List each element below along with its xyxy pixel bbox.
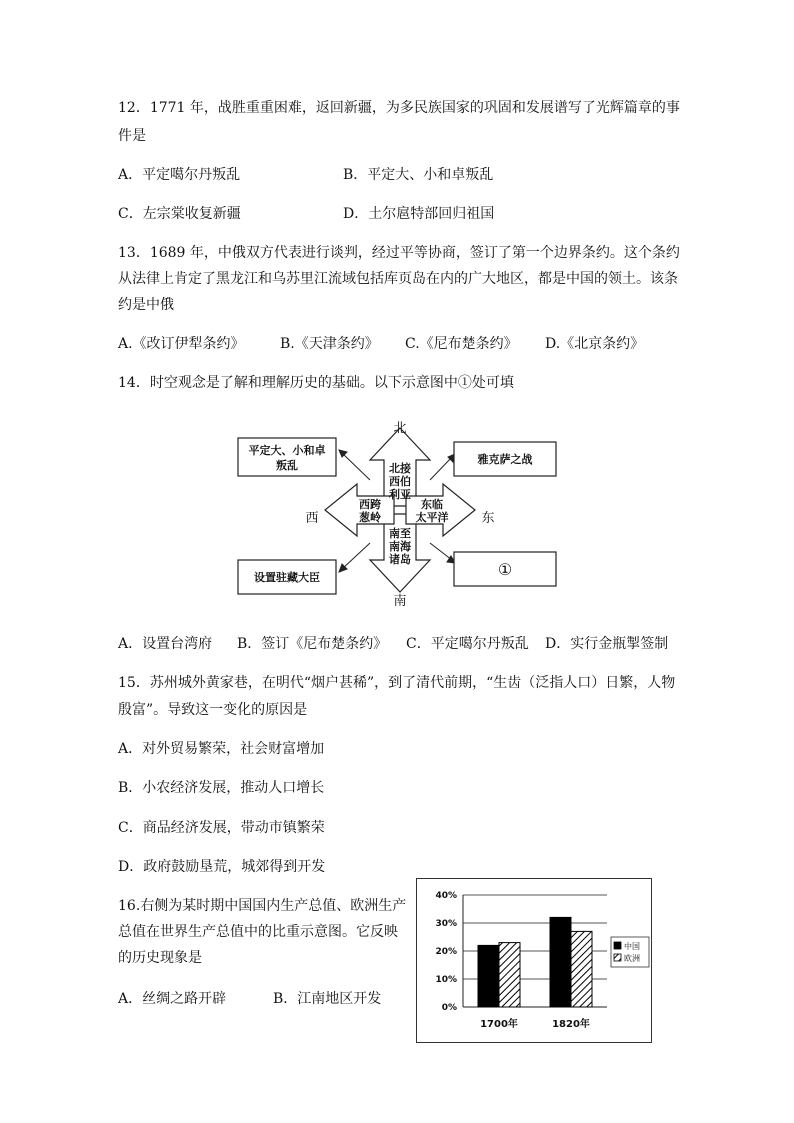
q16-stem-line1: 16.右侧为某时期中国国内生产总值、欧洲生产 [118,898,407,914]
legend-swatch [614,942,621,949]
x-tick-label: 1700年 [480,1019,518,1030]
q12-option-c: C．左宗棠收复新疆 [118,206,241,222]
q14-option-b: B．签订《尼布楚条约》 [237,636,388,652]
q12-option-b: B．平定大、小和卓叛乱 [343,167,494,183]
bar-china-1 [550,917,571,1007]
q14-option-d: D．实行金瓶掣签制 [545,636,669,652]
q15-option-b: B．小农经济发展，推动人口增长 [118,780,325,796]
q15-stem-line2: 殷富”。导致这一变化的原因是 [118,702,308,718]
arrow-west-text-2: 葱岭 [359,511,381,524]
q14-option-c: C．平定噶尔丹叛乱 [406,636,529,652]
box-se-text: ① [497,560,513,579]
q16-option-b: B．江南地区开发 [273,991,382,1007]
box-nw-text-2: 叛乱 [276,459,298,472]
x-tick-label: 1820年 [552,1019,590,1030]
q13-option-b: B.《天津条约》 [280,336,379,352]
q14-directions-diagram [230,410,570,610]
arrow-north-text-2: 西伯 [389,475,411,488]
arrow-east-text-2: 太平洋 [415,511,449,524]
q15-option-a: A．对外贸易繁荣，社会财富增加 [118,741,325,757]
bar-china-0 [478,945,499,1007]
q13-option-a: A.《改订伊犁条约》 [118,336,245,352]
q12-stem-line2: 件是 [118,128,146,144]
arrow-south-text-2: 南海 [389,540,411,553]
box-nw-text-1: 平定大、小和卓 [248,444,326,457]
legend-label: 中国 [624,942,640,951]
q16-stem-line3: 的历史现象是 [118,950,202,966]
y-tick-label: 40% [435,891,457,901]
q13-option-c: C.《尼布楚条约》 [405,336,518,352]
arrow-north-text-1: 北接 [389,462,411,475]
y-tick-label: 10% [435,975,457,985]
q13-stem-line2: 从法律上肯定了黑龙江和乌苏里江流域包括库页岛在内的广大地区，都是中国的领土。该条 [118,271,678,287]
q13-stem-line1: 13．1689 年，中俄双方代表进行谈判，经过平等协商，签订了第一个边界条约。这个条约 [118,245,680,261]
gdp-share-chart [416,878,652,1043]
arrow-east-text-1: 东临 [421,498,443,511]
bar-europe-0 [499,943,520,1007]
q15-option-d: D．政府鼓励垦荒，城郊得到开发 [118,859,326,875]
label-west: 西 [305,511,319,526]
box-ne-text: 雅克萨之战 [477,453,533,466]
q14-stem: 14．时空观念是了解和理解历史的基础。以下示意图中①处可填 [118,375,514,391]
q16-option-a: A．丝绸之路开辟 [118,991,227,1007]
q12-stem-line1: 12．1771 年，战胜重重困难，返回新疆，为多民族国家的巩固和发展谱写了光辉篇章的事 [118,100,680,116]
q13-stem-line3: 约是中俄 [118,297,174,313]
cross-arrows [325,428,475,592]
legend-swatch [614,954,621,961]
q13-option-d: D.《北京条约》 [545,336,645,352]
q15-option-c: C．商品经济发展，带动市镇繁荣 [118,820,325,836]
label-north: 北 [393,421,407,436]
box-sw-text: 设置驻藏大臣 [254,571,320,584]
label-east: 东 [481,511,495,526]
y-tick-label: 0% [441,1003,457,1013]
arrow-south-text-1: 南至 [389,527,411,540]
arrow-north-text-3: 利亚 [389,488,411,501]
q12-option-a: A．平定噶尔丹叛乱 [118,167,241,183]
arrow-west-text-1: 西跨 [359,498,381,511]
label-south: 南 [393,594,407,609]
bar-europe-1 [571,931,592,1007]
q14-option-a: A．设置台湾府 [118,636,213,652]
q16-stem-line2: 总值在世界生产总值中的比重示意图。它反映 [118,924,398,940]
arrow-south-text-3: 诸岛 [389,553,411,566]
y-tick-label: 30% [435,919,457,929]
q15-stem-line1: 15．苏州城外黄家巷，在明代“烟户甚稀”，到了清代前期，“生齿（泛指人口）日繁，人物 [118,675,676,691]
legend-label: 欧洲 [624,954,640,963]
q12-option-d: D．土尔扈特部回归祖国 [343,206,495,222]
gdp-share-chart-svg [417,879,653,1044]
y-tick-label: 20% [435,947,457,957]
